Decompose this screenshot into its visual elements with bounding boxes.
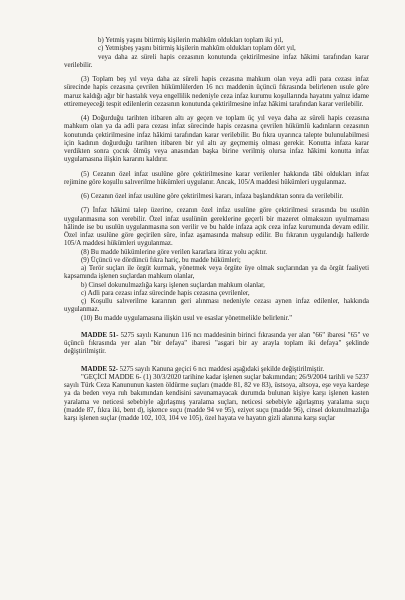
temporary-article-6: "GEÇİCİ MADDE 6- (1) 30/3/2020 tarihine kadar işlenen suçlar bakımından; 26/9/2004 tarihli ve 5237 sayılı Türk Ceza Kanununun kasten öldürme suçları (madde 81, 82 ve 83), üstsoya, altsoya, eşe veya kardeşe ya da beden veya ruh bakımından kendisini savunamayacak durumda bulunan kişiye karşı işlenen kasten yaralama ve neticesi sebebiyle ağırlaşmış yaralama suçları, neticesi sebebiyle ağırlaşmış yaralama suçu (madde 87, fıkra iki, bent d), işkence suçu (madde 94 ve 95), eziyet suçu (madde 96), cinsel dokunulmazlığa karşı işlenen suçlar (madde 102, 103, 104 ve 105), özel hayata ve hayatın gizli alanına karşı suçlar [64,373,369,422]
paragraph-5: (5) Cezanın özel infaz usulüne göre çektirilmesine karar verilenler hakkında tâbi oldukları infaz rejimine göre koşullu salıverilme hükümleri uygulanır. Ancak, 105/A maddesi hükümleri uygulanmaz. [64,170,369,186]
paragraph-9b: b) Cinsel dokunulmazlığa karşı işlenen suçlardan mahkum olanlar, [81,281,265,289]
article-51-text: 5275 sayılı Kanunun 116 ncı maddesinin birinci fıkrasında yer alan "66" ibaresi "65" ve üçüncü fıkrasında yer alan "bir defaya" ibaresi "asgari bir ay arayla toplam iki defaya" şeklinde değiştirilmiştir. [64,331,369,356]
article-51-heading: MADDE 51- [81,331,119,339]
paragraph-9d: ç) Koşullu salıverilme kararının geri alınması nedeniyle cezası aynen infaz edilenler, hakkında uygulanmaz. [64,298,369,314]
paragraph-10: (10) Bu madde uygulamasına ilişkin usul ve esaslar yönetmelikle belirlenir." [81,314,293,322]
paragraph-9c: c) Adli para cezası infaz sürecinde hapis cezasına çevrilenler, [81,289,250,297]
article-52-text: 5275 sayılı Kanuna geçici 6 ncı maddesi aşağıdaki şekilde değiştirilmiştir. [117,365,325,373]
article-52-heading: MADDE 52- [81,365,118,373]
paragraph-9: (9) Üçüncü ve dördüncü fıkra hariç, bu madde hükümleri; [81,256,241,264]
paragraph-8: (8) Bu madde hükümlerine göre verilen kararlara itiraz yolu açıktır. [81,248,267,256]
paragraph-7: (7) İnfaz hâkimi talep üzerine, cezanın özel infaz usulüne göre çektirilmesi sırasında bu usulün uygulanmasına son verebilir. Özel infaz usulünün gereklerine geçerli bir mazeret olmaksızın uyulmaması hâlinde ise bu usulün uygulanmasına son verilir ve bu halde infaza açık ceza infaz kurumunda devam edilir. Özel infaz usulüne göre geçirilen süre, infaz aşamasında mahsup edilir. Bu fıkranın uygulandığı hallerde 105/A maddesi hükümleri uygulanmaz. [64,207,369,248]
paragraph-2c-continued: veya daha az süreli hapis cezasının konutunda çektirilmesine infaz hâkimi tarafından karar verilebilir. [64,53,369,69]
paragraph-4: (4) Doğurduğu tarihten itibaren altı ay geçen ve toplam üç yıl veya daha az süreli hapis cezasına mahkum olan ya da adli para cezası infaz sürecinde hapis cezasına çevrilen hükümlü kadınların cezasının konutunda çektirilmesine infaz hâkimi tarafından karar verilebilir. Bu fıkra uyarınca talepte bulunulabilmesi için kadının doğurduğu tarihten itibaren bir yıl altı ay geçmemiş olması gerekir. Konutta infaza karar verdikten sonra çocuk ölmüş veya anasından başka birine verilmiş olursa infaz hâkimi konutta infaz uygulamasına ilişkin kararını kaldırır. [64,115,369,164]
paragraph-9a: a) Terör suçları ile örgüt kurmak, yönetmek veya örgüte üye olmak suçlarından ya da örgüt faaliyeti kapsamında işlenen suçlardan mahkum olanlar, [64,265,369,281]
article-52 [64,366,369,374]
article-51 [64,332,369,357]
paragraph-6: (6) Cezanın özel infaz usulüne göre çektirilmesi kararı, infaza başlandıktan sonra da verilebilir. [81,193,344,200]
paragraph-2b: b) Yetmiş yaşını bitirmiş kişilerin mahkûm oldukları toplam iki yıl, [98,37,284,44]
paragraph-3: (3) Toplam beş yıl veya daha az süreli hapis cezasına mahkum olan veya adli para cezası infaz sürecinde hapis cezasına çevrilen hükümlülerden 16 ncı maddenin üçüncü fıkrasında belirlenen usule göre maruz kaldığı ağır bir hastalık veya engellilik nedeniyle ceza infaz kurumu koşullarında hayatını yalnız idame ettiremeyeceği tespit edilenlerin cezasının konutunda çektirilmesine infaz hâkimi tarafından karar verilebilir. [64,76,369,108]
paragraph-2c: c) Yetmişbeş yaşını bitirmiş kişilerin mahkûm oldukları toplam dört yıl, [98,45,296,53]
